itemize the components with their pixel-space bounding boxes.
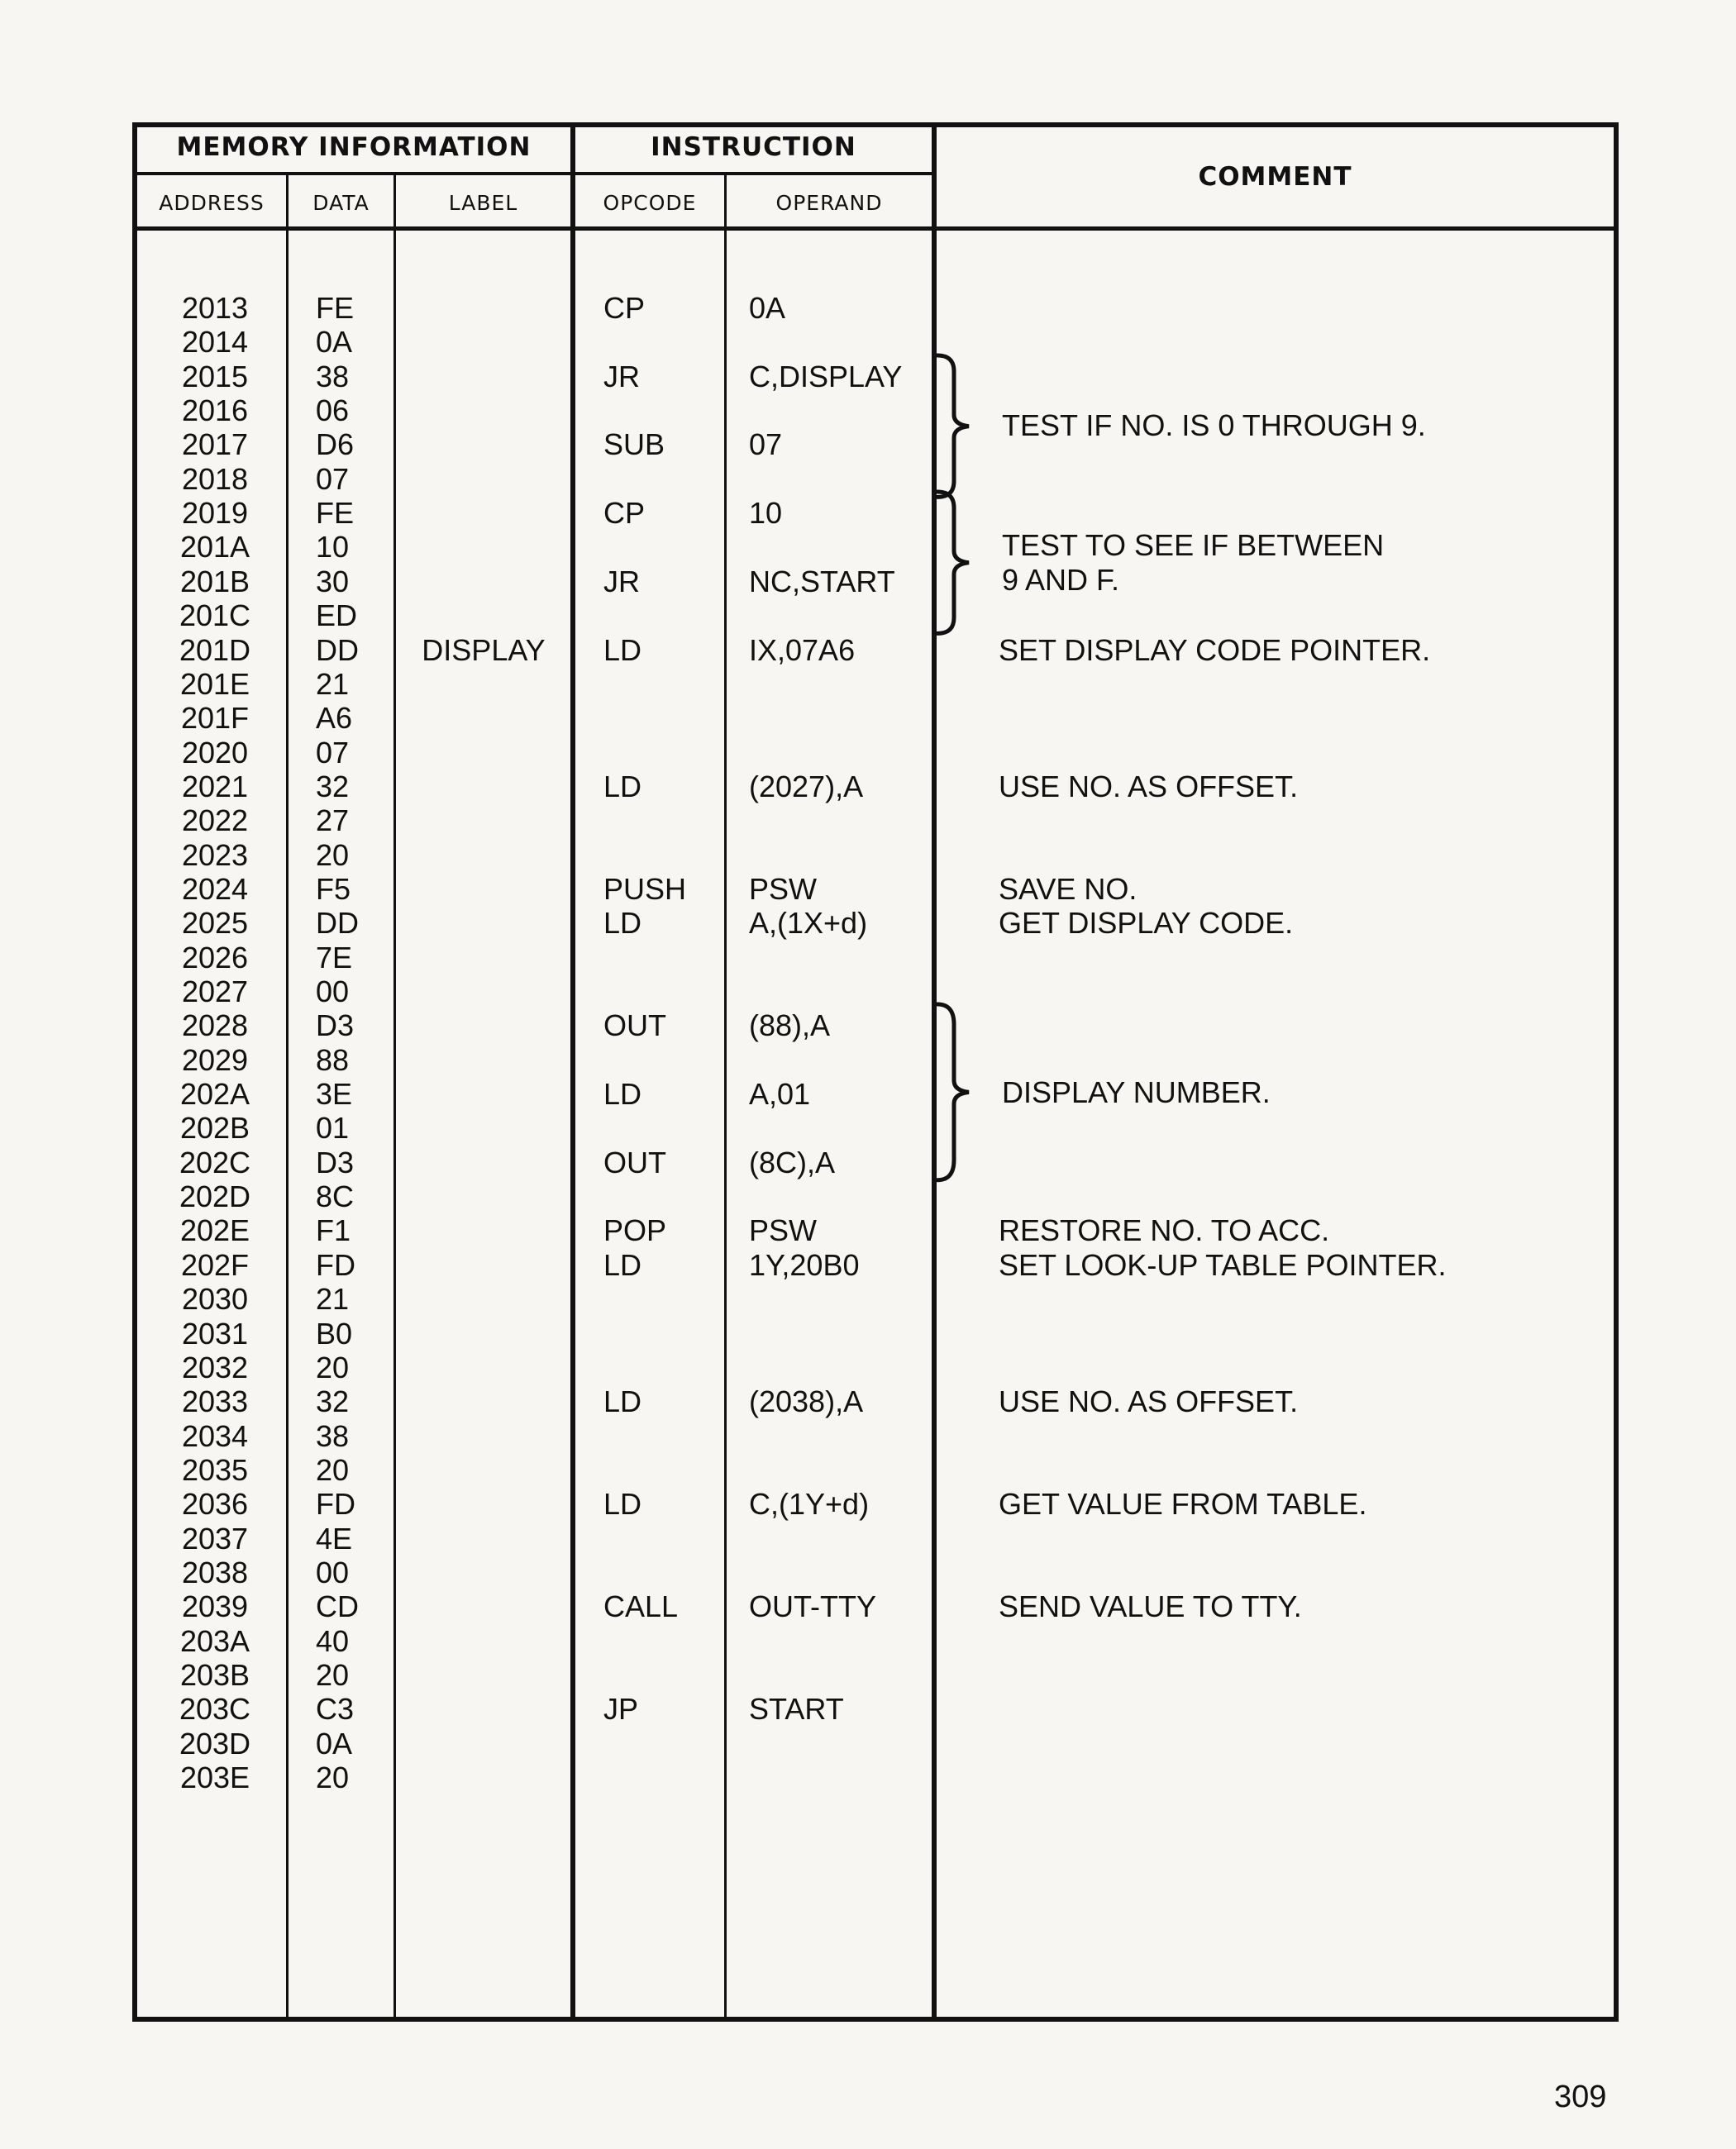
opcode-cell: CALL (603, 1589, 679, 1624)
opcode-cell: LD (603, 1077, 642, 1112)
table-row (0, 565, 1736, 598)
address-cell: 2032 (181, 1350, 249, 1384)
instruction-header: INSTRUCTION (651, 132, 856, 162)
opcode-cell: JP (603, 1692, 639, 1727)
address-cell: 2031 (181, 1316, 249, 1351)
comment-cell: RESTORE NO. TO ACC. (999, 1213, 1330, 1248)
address-cell: 2036 (181, 1487, 249, 1522)
address-cell: 201F (180, 701, 250, 736)
operand-cell: 0A (749, 291, 786, 325)
table-row (0, 1213, 1736, 1247)
data-cell: 32 (316, 1384, 350, 1419)
data-cell: 0A (316, 325, 353, 360)
address-cell: 2023 (181, 837, 249, 872)
address-cell: 2030 (181, 1282, 249, 1317)
data-cell: 20 (316, 1452, 350, 1487)
data-cell: 38 (316, 1418, 350, 1453)
label-column-header: LABEL (448, 191, 518, 215)
data-cell: FE (316, 496, 355, 531)
operand-cell: NC,START (749, 564, 895, 598)
label-cell: DISPLAY (422, 632, 546, 667)
table-row (0, 838, 1736, 872)
address-cell: 2017 (181, 427, 249, 462)
table-row (0, 1146, 1736, 1179)
data-cell: D3 (316, 1008, 355, 1043)
data-column-header: DATA (312, 191, 370, 215)
table-row (0, 701, 1736, 735)
address-cell: 201D (179, 632, 251, 667)
data-cell: C3 (316, 1692, 355, 1727)
opcode-column-header: OPCODE (603, 191, 697, 215)
address-cell: 203E (179, 1761, 250, 1795)
data-cell: 40 (316, 1623, 350, 1658)
data-cell: DD (316, 632, 359, 667)
operand-cell: 07 (749, 427, 783, 462)
comment-cell: SEND VALUE TO TTY. (999, 1589, 1302, 1624)
data-cell: 32 (316, 769, 350, 803)
curly-brace-icon (934, 353, 975, 499)
opcode-cell: LD (603, 1384, 642, 1419)
data-cell: 27 (316, 803, 350, 838)
header-bottom-divider (132, 226, 1619, 231)
memory-information-header: MEMORY INFORMATION (176, 132, 532, 162)
operand-column-header: OPERAND (775, 191, 883, 215)
address-cell: 2038 (181, 1555, 249, 1589)
address-cell: 2027 (181, 974, 249, 1008)
comment-cell: GET VALUE FROM TABLE. (999, 1487, 1367, 1522)
address-cell: 202C (179, 1145, 251, 1179)
comment-cell: USE NO. AS OFFSET. (999, 769, 1299, 803)
address-cell: 2015 (181, 359, 249, 393)
operand-cell: START (749, 1692, 844, 1727)
frame-top-border (132, 122, 1619, 127)
address-cell: 2018 (181, 461, 249, 496)
table-row (0, 667, 1736, 701)
data-cell: 00 (316, 974, 350, 1008)
data-cell: F1 (316, 1213, 351, 1248)
table-row (0, 1556, 1736, 1589)
comment-cell: SAVE NO. (999, 871, 1137, 906)
address-cell: 202D (179, 1179, 251, 1214)
table-row (0, 1453, 1736, 1487)
address-cell: 2028 (181, 1008, 249, 1043)
address-cell: 2029 (181, 1042, 249, 1077)
page-number: 309 (1554, 2080, 1607, 2114)
operand-cell: 10 (749, 496, 783, 531)
table-row (0, 360, 1736, 393)
opcode-cell: OUT (603, 1145, 666, 1179)
curly-brace-icon (934, 1002, 975, 1183)
operand-cell: PSW (749, 1213, 818, 1248)
data-cell: 20 (316, 1658, 350, 1692)
table-row (0, 1317, 1736, 1351)
table-row (0, 736, 1736, 770)
opcode-cell: LD (603, 1247, 642, 1282)
table-row (0, 1522, 1736, 1556)
data-cell: 20 (316, 1761, 350, 1795)
bracket-comment-text: TEST TO SEE IF BETWEEN 9 AND F. (1002, 527, 1385, 597)
data-cell: 07 (316, 461, 350, 496)
data-cell: 4E (316, 1521, 353, 1556)
data-cell: 21 (316, 1282, 350, 1317)
address-cell: 2024 (181, 871, 249, 906)
opcode-cell: LD (603, 1487, 642, 1522)
table-row (0, 941, 1736, 974)
data-cell: F5 (316, 871, 351, 906)
group-header-divider (132, 172, 934, 175)
address-cell: 2035 (181, 1452, 249, 1487)
table-row (0, 598, 1736, 632)
opcode-cell: LD (603, 769, 642, 803)
table-row (0, 1761, 1736, 1794)
table-row (0, 1692, 1736, 1726)
table-row (0, 1384, 1736, 1418)
operand-cell: C,DISPLAY (749, 359, 903, 393)
operand-cell: C,(1Y+d) (749, 1487, 870, 1522)
operand-cell: 1Y,20B0 (749, 1247, 860, 1282)
data-cell: 8C (316, 1179, 355, 1214)
table-row (0, 1487, 1736, 1521)
table-row (0, 1111, 1736, 1145)
data-cell: 21 (316, 666, 350, 701)
table-row (0, 1589, 1736, 1623)
address-cell: 201C (179, 598, 251, 633)
data-cell: ED (316, 598, 358, 633)
address-cell: 2026 (181, 940, 249, 974)
opcode-cell: JR (603, 359, 640, 393)
comment-cell: SET DISPLAY CODE POINTER. (999, 632, 1431, 667)
data-cell: D3 (316, 1145, 355, 1179)
comment-cell: GET DISPLAY CODE. (999, 906, 1294, 941)
table-row (0, 1179, 1736, 1213)
table-row (0, 633, 1736, 667)
address-cell: 201B (179, 564, 250, 598)
data-cell: 20 (316, 837, 350, 872)
operand-cell: (2038),A (749, 1384, 864, 1419)
address-cell: 2037 (181, 1521, 249, 1556)
address-cell: 203C (179, 1692, 251, 1727)
table-row (0, 462, 1736, 496)
address-cell: 2022 (181, 803, 249, 838)
address-cell: 2039 (181, 1589, 249, 1624)
table-row (0, 1624, 1736, 1658)
table-row (0, 496, 1736, 530)
table-row (0, 1282, 1736, 1316)
table-row (0, 427, 1736, 461)
operand-cell: IX,07A6 (749, 632, 856, 667)
address-cell: 2019 (181, 496, 249, 531)
address-cell: 2033 (181, 1384, 249, 1419)
table-row (0, 530, 1736, 564)
curly-brace-icon (934, 489, 975, 636)
table-row (0, 803, 1736, 837)
address-cell: 201A (179, 530, 250, 565)
operand-cell: (88),A (749, 1008, 831, 1043)
data-cell: 07 (316, 735, 350, 770)
address-cell: 2021 (181, 769, 249, 803)
table-row (0, 1419, 1736, 1453)
operand-cell: A,(1X+d) (749, 906, 868, 941)
opcode-cell: PUSH (603, 871, 687, 906)
table-row (0, 291, 1736, 325)
data-cell: 30 (316, 564, 350, 598)
table-row (0, 1248, 1736, 1282)
address-cell: 203A (179, 1623, 250, 1658)
bracket-comment-text: TEST IF NO. IS 0 THROUGH 9. (1002, 408, 1426, 443)
opcode-cell: LD (603, 632, 642, 667)
comment-cell: USE NO. AS OFFSET. (999, 1384, 1299, 1419)
data-cell: 00 (316, 1555, 350, 1589)
data-cell: FD (316, 1247, 355, 1282)
table-row (0, 1727, 1736, 1761)
address-cell: 202A (179, 1077, 250, 1112)
comment-cell: SET LOOK-UP TABLE POINTER. (999, 1247, 1447, 1282)
address-cell: 2020 (181, 735, 249, 770)
table-row (0, 1008, 1736, 1042)
operand-cell: (8C),A (749, 1145, 836, 1179)
address-cell: 203D (179, 1726, 251, 1761)
table-row (0, 1074, 1736, 1112)
table-row (0, 325, 1736, 359)
opcode-cell: LD (603, 906, 642, 941)
address-cell: 203B (179, 1658, 250, 1692)
data-cell: CD (316, 1589, 359, 1624)
address-cell: 202E (179, 1213, 250, 1248)
address-cell: 2025 (181, 906, 249, 941)
address-cell: 2034 (181, 1418, 249, 1453)
opcode-cell: POP (603, 1213, 667, 1248)
bracket-comment-text: DISPLAY NUMBER. (1002, 1074, 1271, 1109)
table-row (0, 393, 1736, 427)
address-cell: 2013 (181, 291, 249, 325)
data-cell: D6 (316, 427, 355, 462)
operand-cell: (2027),A (749, 769, 864, 803)
data-cell: FE (316, 291, 355, 325)
data-cell: 7E (316, 940, 353, 974)
opcode-cell: JR (603, 564, 640, 598)
data-cell: 3E (316, 1077, 353, 1112)
opcode-cell: CP (603, 496, 646, 531)
table-row (0, 1043, 1736, 1077)
data-cell: 20 (316, 1350, 350, 1384)
address-cell: 202B (179, 1111, 250, 1146)
frame-bottom-border (132, 2017, 1619, 2022)
opcode-cell: CP (603, 291, 646, 325)
address-cell: 2014 (181, 325, 249, 360)
operand-cell: A,01 (749, 1077, 811, 1112)
data-cell: 38 (316, 359, 350, 393)
address-column-header: ADDRESS (159, 191, 265, 215)
operand-cell: OUT-TTY (749, 1589, 876, 1624)
address-cell: 202F (180, 1247, 250, 1282)
table-row (0, 872, 1736, 906)
data-cell: DD (316, 906, 359, 941)
table-row (0, 974, 1736, 1008)
data-cell: B0 (316, 1316, 353, 1351)
data-cell: 10 (316, 530, 350, 565)
opcode-cell: SUB (603, 427, 665, 462)
data-cell: FD (316, 1487, 355, 1522)
data-cell: A6 (316, 701, 353, 736)
comment-header: COMMENT (1198, 162, 1352, 192)
data-cell: 88 (316, 1042, 350, 1077)
table-row (0, 770, 1736, 803)
table-row (0, 1658, 1736, 1692)
operand-cell: PSW (749, 871, 818, 906)
data-cell: 06 (316, 393, 350, 428)
data-cell: 01 (316, 1111, 350, 1146)
opcode-cell: OUT (603, 1008, 666, 1043)
address-cell: 201E (179, 666, 250, 701)
address-cell: 2016 (181, 393, 249, 428)
table-row (0, 1351, 1736, 1384)
table-row (0, 906, 1736, 940)
data-cell: 0A (316, 1726, 353, 1761)
